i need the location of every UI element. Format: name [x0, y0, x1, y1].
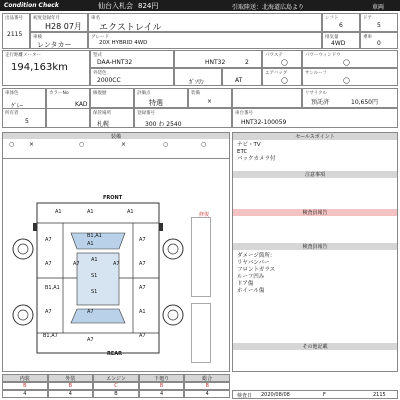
equip-mark: ○	[79, 141, 85, 148]
footer-box	[232, 390, 398, 399]
ac-value: AT	[235, 77, 243, 84]
inspection-date: 2020/08/08	[261, 392, 290, 398]
side-box	[191, 217, 211, 297]
equip-mark: ○	[9, 141, 15, 148]
damage-mark: A7	[139, 285, 146, 291]
serial-value: 2115	[7, 31, 23, 38]
diagram-panel	[2, 132, 230, 372]
airbag-cell	[262, 68, 302, 86]
chassis-value: HNT32	[205, 59, 226, 66]
regno-label: 登録番号	[137, 111, 155, 116]
blank-cell	[232, 88, 302, 108]
evaluate-cell	[134, 88, 188, 108]
serial-label: 出品番号	[5, 16, 23, 21]
color-no-label: カラーNo	[49, 91, 69, 96]
pw-value: ◯	[343, 59, 350, 66]
seats-value: 0	[377, 40, 381, 47]
cc-cell	[322, 32, 360, 49]
right-panel	[232, 132, 398, 372]
equip-header: 装備	[3, 133, 229, 139]
inspector-header: 検査員報告	[233, 243, 397, 250]
footer-grade: F	[323, 392, 326, 398]
engine-value: 2000CC	[97, 77, 121, 84]
damage-mark: S1	[91, 289, 98, 295]
damage-mark: A7	[113, 261, 120, 267]
mileage-cell	[2, 50, 90, 86]
grade-head: 下廻り	[139, 374, 185, 382]
side-box	[191, 303, 211, 363]
grade-cell: C	[93, 382, 139, 390]
header-right-label: 車両	[372, 4, 385, 11]
evaluate-label: 評価点	[137, 91, 151, 96]
grade-cell: 4	[2, 390, 48, 398]
type-cell	[30, 32, 88, 49]
grade-value: 20X HYBRID 4WD	[99, 40, 148, 46]
vin-value: HNT32-100059	[241, 119, 287, 126]
selling-line: バックカメラ付	[237, 156, 276, 162]
wheel-front-left	[13, 239, 33, 259]
grade-cell: B	[184, 382, 230, 390]
notes2-header: 検査員報告	[233, 209, 397, 216]
last-header: その他記載	[233, 343, 397, 350]
grade-head: 総合	[184, 374, 230, 382]
vin-cell	[232, 108, 398, 128]
pw-label: パワーウィンドウ	[305, 53, 341, 58]
damage-mark: A7	[73, 261, 80, 267]
selling-points	[237, 142, 276, 163]
wheel-rear-left	[13, 305, 33, 325]
grade-head: エンジン	[93, 374, 139, 382]
owner-value: 5	[25, 118, 29, 125]
mirror-right	[159, 223, 163, 231]
recycle-label: リサイクル	[305, 91, 327, 96]
damage-mark: A1	[87, 209, 94, 215]
doors-value: 5	[377, 22, 381, 29]
grade-cell: 4	[48, 390, 94, 398]
model-cell	[90, 50, 174, 68]
notes-header: 注意事項	[233, 171, 397, 178]
place-value: 札幌	[97, 121, 110, 128]
damage-mark: A7	[139, 237, 146, 243]
fuel-value: ｶﾞｿﾘﾝ	[189, 79, 205, 86]
cond-value: ×	[207, 98, 213, 105]
mirror-left	[33, 223, 37, 231]
cc-value: 4WD	[331, 40, 346, 47]
page-title: Condition Check	[4, 2, 59, 9]
damage-mark: A7	[87, 309, 94, 315]
auction-name: 仙台入札会	[98, 2, 133, 10]
inspector-line: ルーフ凹み	[237, 274, 265, 280]
rear-label: REAR	[107, 351, 122, 357]
sr-label: サンルーフ	[305, 71, 327, 76]
regno-value: 300 わ 2540	[145, 121, 182, 128]
repair-cell	[90, 88, 134, 108]
chassis-number: 2	[245, 59, 249, 66]
ps-value: ◯	[281, 59, 288, 66]
inspector-lines	[237, 253, 275, 295]
year-cell	[30, 13, 88, 32]
header-bar	[0, 0, 400, 11]
grade-cell: B	[139, 382, 185, 390]
footer-number: 2115	[373, 392, 386, 398]
sr-value: ◯	[343, 77, 350, 84]
serial-cell	[2, 13, 30, 49]
front-label: FRONT	[103, 195, 123, 201]
ac-cell	[222, 68, 262, 86]
place-label: 保管場所	[93, 111, 111, 116]
model-label: 型式	[93, 53, 102, 58]
place-cell	[90, 108, 134, 128]
damage-mark: A7	[45, 309, 52, 315]
repair-stamp: 修復	[199, 212, 210, 218]
year-label: 初度登録年月	[33, 16, 60, 21]
damage-mark: A7	[45, 261, 52, 267]
inspector-line: フロントガラス	[237, 267, 276, 273]
owner-label: 所有者	[5, 111, 19, 116]
body-color-label: 車体色	[5, 91, 19, 96]
mileage-label: 走行距離メーター	[5, 53, 41, 58]
damage-mark: A1	[55, 209, 62, 215]
grade-cell: B	[93, 390, 139, 398]
color-no-value: KAD	[75, 101, 88, 108]
sr-cell	[302, 68, 398, 86]
grade-cell: 4	[139, 390, 185, 398]
body-color-value: ｸﾞﾚｰ	[11, 103, 24, 110]
wheel-front-right	[163, 239, 183, 259]
airbag-value: ◯	[281, 77, 288, 84]
fuel-cell	[174, 68, 222, 86]
year-value: H28 07月	[45, 22, 82, 31]
cc-label: 排気量	[325, 35, 339, 40]
damage-mark: A1	[127, 209, 134, 215]
damage-mark: S1	[91, 273, 98, 279]
damage-mark: B1,A1	[45, 285, 60, 291]
cond-cell	[188, 88, 232, 108]
shift-label: シフト	[325, 16, 339, 21]
recycle-cell	[302, 88, 398, 108]
inspector-line: リヤバンパー	[237, 260, 270, 266]
owner-cell	[2, 108, 90, 128]
damage-mark: A7	[139, 261, 146, 267]
damage-mark: A1	[87, 241, 94, 247]
equip-mark: ×	[121, 141, 127, 148]
seats-cell	[360, 32, 398, 49]
color-cell	[90, 68, 174, 86]
equip-mark: ×	[29, 141, 35, 148]
type-value: レンタカー	[37, 41, 72, 49]
equip-marks-row	[3, 139, 229, 159]
damage-mark: A1	[139, 309, 146, 315]
wheel-rear-right	[163, 305, 183, 325]
grade-table	[2, 374, 230, 398]
name-cell	[88, 13, 322, 32]
grade-label: グレード	[91, 35, 109, 40]
vin-label: 車台番号	[235, 111, 253, 116]
airbag-label: エアバッグ	[265, 71, 288, 76]
shift-cell	[322, 13, 360, 32]
name-label: 車名	[91, 16, 100, 21]
grade-table-header	[2, 374, 230, 382]
pw-cell	[302, 50, 398, 68]
selling-header: セールスポイント	[233, 133, 397, 140]
model-value: DAA-HNT32	[97, 59, 133, 66]
repair-label: 修復歴	[93, 91, 107, 96]
name-value: エクストレイル	[99, 23, 162, 33]
grade-head: 内装	[2, 374, 48, 382]
grade-head: 外装	[48, 374, 94, 382]
equip-mark: ○	[163, 141, 169, 148]
selling-line: ETC	[237, 149, 248, 155]
ps-label: パワステ	[265, 53, 283, 58]
damage-mark: A7	[139, 333, 146, 339]
inspector-line: ホイール傷	[237, 288, 265, 294]
damage-mark: A1	[91, 257, 98, 263]
doors-cell	[360, 13, 398, 32]
grade-cell: B	[48, 382, 94, 390]
grade-cell	[88, 32, 322, 49]
date-label: 検査日	[237, 393, 253, 399]
selling-line: ナビ・TV	[237, 142, 261, 148]
grade-cell: B	[2, 382, 48, 390]
damage-mark: B1,A7	[43, 333, 58, 339]
seats-label: 乗車	[363, 35, 372, 40]
type-label: 車検	[33, 35, 42, 40]
evaluate-value: 特選	[149, 99, 163, 107]
regno-cell	[134, 108, 232, 128]
inspector-line: ドア傷	[237, 281, 254, 287]
ps-cell	[262, 50, 302, 68]
damage-mark: A7	[87, 337, 94, 343]
recycle-value: 預託済	[311, 99, 330, 106]
equip-mark: ○	[201, 141, 207, 148]
recycle-amount: 10,650円	[351, 99, 378, 106]
damage-mark: B1,A1	[87, 233, 102, 239]
doors-label: ドア	[363, 16, 372, 21]
inspector-line: ダメージ箇所：	[237, 253, 276, 259]
grade-row	[2, 382, 230, 390]
cond-label: 装備	[191, 91, 200, 96]
shift-value: 6	[339, 22, 343, 29]
grade-cell: 4	[184, 390, 230, 398]
color-label: 外装色	[93, 71, 107, 76]
lot-number: 824円	[138, 2, 159, 10]
grade-row	[2, 390, 230, 398]
damage-mark: A7	[45, 237, 52, 243]
mileage-value: 194,163km	[11, 62, 68, 73]
chassis-cell	[174, 50, 262, 68]
shipping-note: 引取陸送：北海道広島より	[232, 4, 305, 11]
